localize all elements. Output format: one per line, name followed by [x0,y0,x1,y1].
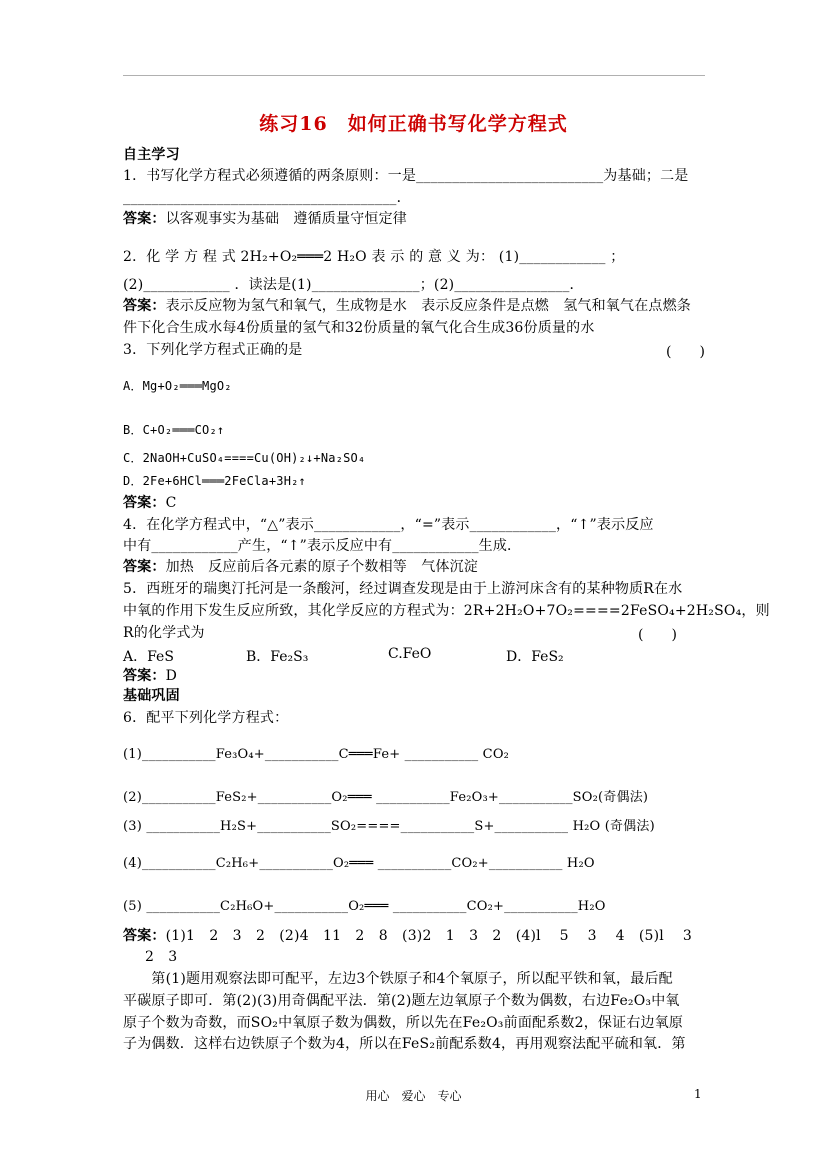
q6-equation-4: (4)___________C₂H₆+___________O₂═══ ___________CO₂+___________ H₂O [123,856,595,871]
q6-equation-5: (5) ___________C₂H₆O+___________O₂═══ ___________CO₂+___________H₂O [123,899,606,914]
q5-option-c: C.FeO [388,646,432,662]
q2-line2: (2)____________ ．读法是(1)_______________；(2)________________． [123,277,584,293]
section-heading: 基础巩固 [123,688,180,704]
q6-equation-1: (1)___________Fe₃O₄+___________C═══Fe+ ___________ CO₂ [123,747,510,762]
q4-line2: 中有____________产生，“↑”表示反应中有____________生成． [123,538,522,554]
q4-line1: 4．在化学方程式中，“△”表示____________，“=”表示____________，“↑”表示反应 [123,517,654,533]
q6-equation-3: (3) ___________H₂S+___________SO₂====___________S+___________ H₂O (奇偶法) [123,819,655,834]
answer-label: 答案： [123,668,166,684]
q6-answer-cont: 2 3 [145,949,178,965]
q5-paren: ( ) [638,627,677,643]
q1-line1: 1．书写化学方程式必须遵循的两条原则：一是__________________________为基础；二是 [123,168,689,184]
q3-paren: ( ) [666,344,705,360]
q6-equation-2: (2)___________FeS₂+___________O₂═══ ___________Fe₂O₃+___________SO₂(奇偶法) [123,790,649,805]
answer-text: 以客观事实为基础 遵循质量守恒定律 [165,211,408,227]
answer-label: 答案： [123,495,166,511]
answer-text: 表示反应物为氢气和氧气，生成物是水 表示反应条件是点燃 氢气和氧气在点燃条 [165,298,692,314]
q3-answer [123,494,177,512]
page-title: 练习16 如何正确书写化学方程式 [259,113,568,135]
q6-explanation-3: 原子个数为奇数，而SO₂中氧原子数为偶数，所以先在Fe₂O₃前面配系数2，保证右边氧原 [123,1015,684,1031]
section-heading: 自主学习 [123,147,180,163]
q2-line1: 2．化 学 方 程 式 2H₂+O₂═══2 H₂O 表 示 的 意 义 为： (1)____________ ； [123,249,625,265]
q5-option-d: D．FeS₂ [506,649,564,665]
q6-explanation-2: 平碳原子即可．第(2)(3)用奇偶配平法．第(2)题左边氧原子个数为偶数，右边Fe₂O₃中氧 [123,993,680,1009]
q3-option-a: A．Mg+O₂═══MgO₂ [123,379,232,393]
q4-answer [123,558,478,576]
q3-option-c: C．2NaOH+CuSO₄====Cu(OH)₂↓+Na₂SO₄ [123,451,366,465]
q1-line2: ______________________________________． [123,190,411,206]
q5-line3: R的化学式为 [123,625,205,641]
q6-explanation-1: 第(1)题用观察法即可配平，左边3个铁原子和4个氧原子，所以配平铁和氧，最后配 [123,971,673,987]
q2-answer-cont: 件下化合生成水每4份质量的氢气和32份质量的氧气化合生成36份质量的水 [123,320,595,336]
page-number: 1 [694,1087,702,1101]
header-rule [123,75,705,76]
footer-motto: 用心 爱心 专心 [365,1089,462,1103]
q3-stem: 3．下列化学方程式正确的是 [123,342,303,358]
answer-text: 加热 反应前后各元素的原子个数相等 气体沉淀 [165,559,479,575]
q3-option-b: B．C+O₂═══CO₂↑ [123,423,225,437]
q5-line1: 5．西班牙的瑞奥汀托河是一条酸河，经过调查发现是由于上游河床含有的某种物质R在水 [123,581,683,597]
answer-text: C [165,495,177,511]
answer-text: (1)1 2 3 2 (2)4 11 2 8 (3)2 1 3 2 (4)l 5 3 4 (5)l 3 [165,928,692,944]
answer-text: D [165,668,178,684]
q6-stem: 6．配平下列化学方程式： [123,710,289,726]
answer-label: 答案： [123,211,166,227]
answer-label: 答案： [123,928,166,944]
q5-option-b: B．Fe₂S₃ [246,649,309,665]
q5-answer [123,667,177,685]
q6-explanation-4: 子为偶数．这样右边铁原子个数为4，所以在FeS₂前配系数4，再用观察法配平硫和氧．第 [123,1036,686,1052]
answer-label: 答案： [123,559,166,575]
q1-answer [123,210,407,228]
q3-option-d: D．2Fe+6HCl═══2FeCla+3H₂↑ [123,474,306,488]
q5-line2: 中氧的作用下发生反应所致，其化学反应的方程式为：2R+2H₂O+7O₂====2FeSO₄+2H₂SO₄，则 [123,603,770,619]
q5-option-a: A．FeS [123,649,174,665]
answer-label: 答案： [123,298,166,314]
q6-answer [123,927,692,945]
q2-answer [123,297,691,315]
